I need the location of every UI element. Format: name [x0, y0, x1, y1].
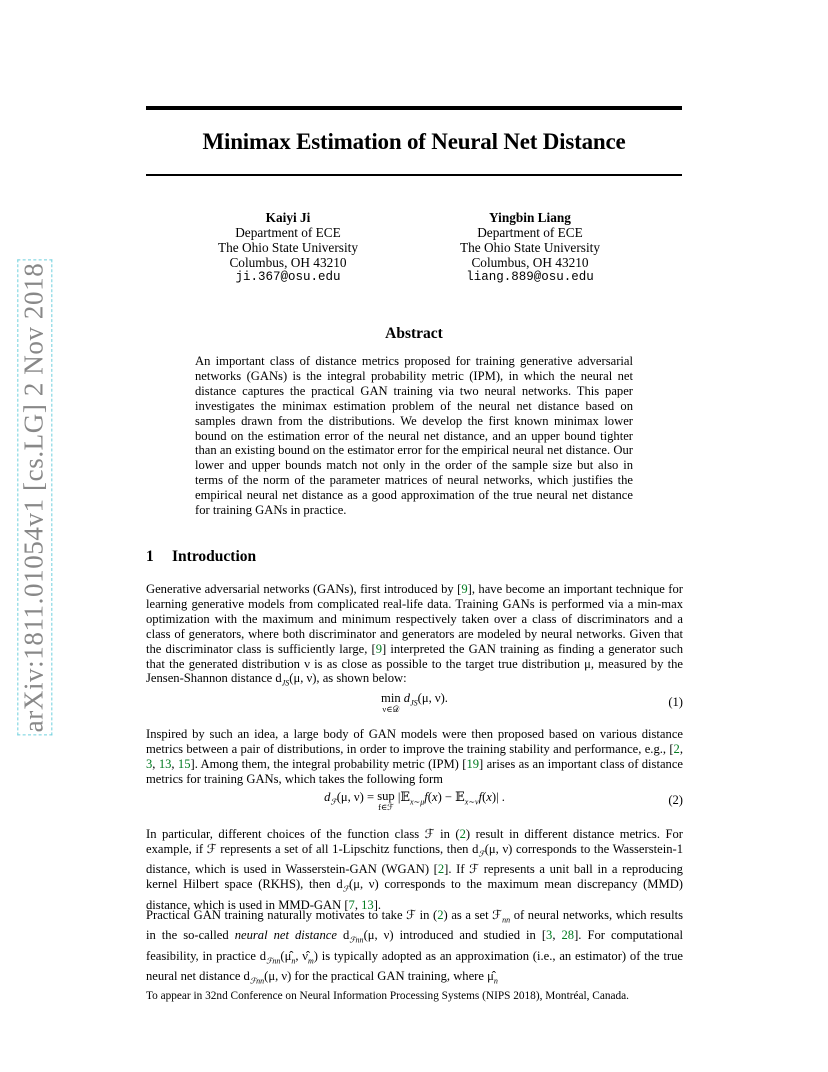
citation-link[interactable]: 9: [375, 641, 383, 656]
citation-link[interactable]: 2: [673, 741, 680, 756]
eq2-expression: |𝔼: [397, 790, 410, 804]
intro-paragraph-3: In particular, different choices of the function class ℱ in (2) result in different distance metrics. For example, if ℱ represents a set of all 1-Lipschitz functions, then $d_ℱ(\mu$, ν) corresponds to the Wasserstein-1 distance, which is used in Wasserstein-GAN (WGAN) [2]. If ℱ represents a unit ball in a reproducing kernel Hilbert space (RKHS), then $d_ℱ(\mu$, ν) corresponds to the maximum mean discrepancy (MMD) distance, which is used in MMD-GAN [7, 13].: [146, 827, 683, 912]
section-heading: [146, 548, 256, 566]
citation-link[interactable]: 13: [158, 756, 172, 771]
author-dept: Department of ECE: [235, 225, 341, 240]
emphasis-term: neural net distance: [234, 928, 337, 943]
citation-link[interactable]: 28: [561, 928, 575, 943]
author-city: Columbus, OH 43210: [471, 255, 589, 270]
arxiv-stamp-text[interactable]: arXiv:1811.01054v1 [cs.LG] 2 Nov 2018: [18, 260, 53, 736]
eq1-operator: min: [381, 691, 401, 705]
citation-link[interactable]: 9: [461, 582, 468, 596]
citation-link[interactable]: 15: [177, 756, 191, 771]
author-block-1: [188, 210, 388, 285]
citation-link[interactable]: 3: [546, 928, 553, 943]
equation-number: (1): [668, 695, 683, 709]
author-univ: The Ohio State University: [460, 240, 600, 255]
title-bottom-rule: [146, 174, 682, 176]
intro-paragraph-2: Inspired by such an idea, a large body of GAN models were then proposed based on various distance metrics between a pair of distributions, in order to improve the training stability and performance, e.g., [2, 3, 13, 15]. Among them, the integral probability metric (IPM) [19] arises as an important class of distance metrics for training GANs, which takes the following form: [146, 727, 684, 786]
intro-paragraph-4: Practical GAN training naturally motivates to take ℱ in (2) as a set ℱ$_{nn}$ of neural networks, which results in the so-called neural net distance $d_{ℱnn}(\mu$, ν) introduced and studied in [3, 28]. For computational feasibility, in practice $d_{ℱnn}(\mû_n$, $\nû_m$) is typically adopted as an approximation (i.e., an estimator) of the true neural net distance $d_{ℱnn}(\mu$, ν) for the practical GAN training, where $\mû_n$: [146, 908, 683, 986]
eq2-lhs: (μ, ν) =: [336, 790, 378, 804]
eq2-subscript: f∈ℱ: [378, 802, 394, 812]
eq1-subscript: ν∈𝒟: [382, 704, 400, 714]
conference-footnote: To appear in 32nd Conference on Neural Information Processing Systems (NIPS 2018), Montréal, Canada.: [146, 990, 629, 1002]
author-name: Kaiyi Ji: [265, 210, 311, 225]
citation-link[interactable]: 19: [466, 756, 480, 771]
author-city: Columbus, OH 43210: [229, 255, 347, 270]
author-email[interactable]: ji.367@osu.edu: [235, 270, 341, 284]
author-email[interactable]: liang.889@osu.edu: [466, 270, 594, 284]
paper-title: Minimax Estimation of Neural Net Distance: [202, 129, 626, 154]
title-top-rule: [146, 106, 682, 110]
abstract-body: An important class of distance metrics proposed for training generative adversarial networks (GANs) is the integral probability metric (IPM), in which the neural net distance captures the practical GAN training via two neural networks. This paper investigates the minimax estimation problem of the neural net distance based on samples drawn from the distributions. We develop the first known minimax lower bound on the estimation error of the neural net distance, and an upper bound tighter than an existing bound on the estimator error for the empirical neural net distance. Our lower and upper bounds match not only in the order of the sample size but also in terms of the norm of the parameter matrices of neural networks, which justifies the empirical neural net distance as a good approximation of the true neural net distance for training GANs in practice.: [195, 354, 633, 518]
arxiv-stamp[interactable]: [15, 260, 55, 735]
section-title: Introduction: [172, 548, 257, 565]
abstract-heading: Abstract: [385, 325, 443, 342]
author-dept: Department of ECE: [477, 225, 583, 240]
citation-link[interactable]: 13: [361, 897, 374, 912]
equation-number: (2): [668, 793, 683, 807]
section-number: 1: [146, 548, 154, 565]
citation-link[interactable]: 2: [437, 862, 445, 877]
citation-link[interactable]: 7: [348, 897, 355, 912]
citation-link[interactable]: 3: [146, 756, 153, 771]
intro-paragraph-1: Generative adversarial networks (GANs), first introduced by [9], have become an important technique for learning generative models from complicated real-life data. Training GANs is performed via a min-max optimization with the maximum and minimum respectively taken over a class of discriminators and a class of generators, where both discriminator and generators are modeled by neural networks. Given that the discriminator class is sufficiently large, [9] interpreted the GAN training as finding a generator such that the generated distribution ν is as close as possible to the target true distribution μ, measured by the Jensen-Shannon distance $d_{JS}(\mu$, ν), as shown below:: [146, 582, 684, 688]
eq2-operator: sup: [377, 789, 395, 803]
equation-ref-link[interactable]: 2: [459, 827, 466, 841]
eq1-expression: (μ, ν).: [417, 691, 448, 705]
equation-ref-link[interactable]: 2: [437, 908, 444, 922]
author-name: Yingbin Liang: [489, 210, 571, 225]
author-univ: The Ohio State University: [218, 240, 358, 255]
author-block-2: [430, 210, 630, 285]
